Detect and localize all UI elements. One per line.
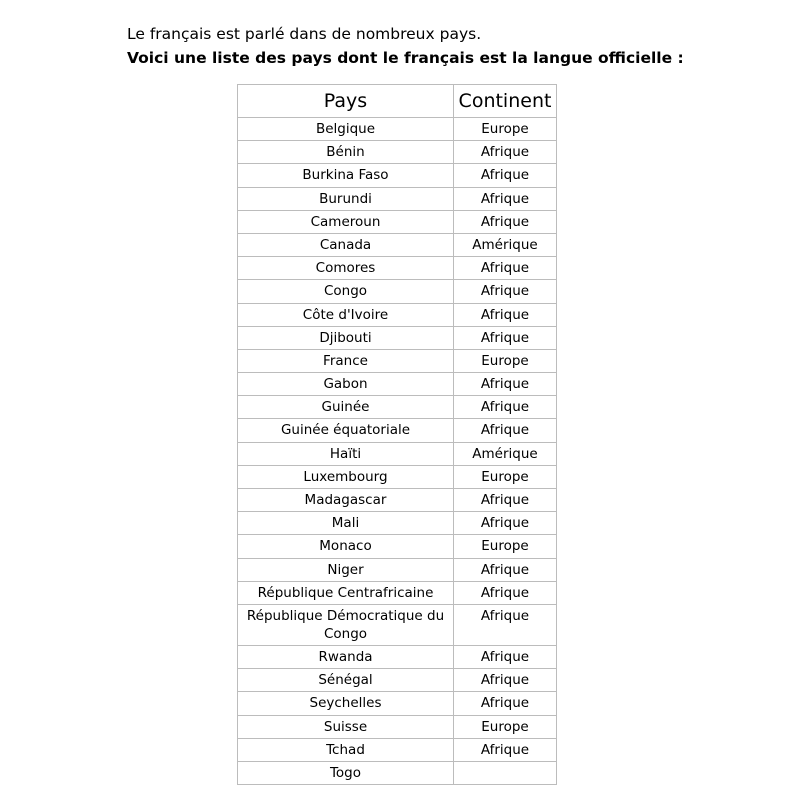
table-row [238,373,557,396]
cell-pays: Rwanda [238,645,454,668]
cell-continent: Afrique [454,326,557,349]
intro-line-2: Voici une liste des pays dont le français est la langue officielle : [127,49,684,67]
cell-pays: Monaco [238,535,454,558]
cell-pays: Sénégal [238,669,454,692]
cell-continent: Europe [454,715,557,738]
cell-pays: Canada [238,233,454,256]
intro-text [127,22,787,70]
table-row [238,738,557,761]
cell-pays: Cameroun [238,210,454,233]
table-row [238,645,557,668]
table-row [238,465,557,488]
table-row [238,558,557,581]
table-row [238,442,557,465]
cell-continent: Afrique [454,669,557,692]
table-row [238,715,557,738]
cell-pays: Bénin [238,141,454,164]
cell-pays: Togo [238,761,454,784]
cell-continent [454,761,557,784]
cell-pays: Luxembourg [238,465,454,488]
table-row [238,489,557,512]
table-row [238,210,557,233]
table-row [238,280,557,303]
cell-pays: Belgique [238,118,454,141]
cell-pays: République Centrafricaine [238,581,454,604]
cell-continent: Afrique [454,164,557,187]
cell-continent: Europe [454,118,557,141]
table-row [238,257,557,280]
cell-continent: Afrique [454,303,557,326]
header-continent: Continent [454,85,557,118]
table-row [238,164,557,187]
cell-continent: Amérique [454,233,557,256]
cell-pays: Côte d'Ivoire [238,303,454,326]
cell-continent: Europe [454,349,557,372]
table-row [238,118,557,141]
countries-table [237,84,557,785]
cell-continent: Afrique [454,187,557,210]
table-row [238,141,557,164]
cell-pays: Gabon [238,373,454,396]
cell-continent: Amérique [454,442,557,465]
cell-continent: Afrique [454,604,557,645]
cell-pays: Guinée équatoriale [238,419,454,442]
cell-pays: Guinée [238,396,454,419]
table-row [238,303,557,326]
cell-continent: Afrique [454,373,557,396]
table-body [238,118,557,785]
cell-pays: Burkina Faso [238,164,454,187]
cell-pays: Suisse [238,715,454,738]
cell-pays: Comores [238,257,454,280]
cell-pays: Congo [238,280,454,303]
cell-continent: Afrique [454,257,557,280]
table-row [238,396,557,419]
cell-pays: Mali [238,512,454,535]
cell-pays: Niger [238,558,454,581]
table-header-row [238,85,557,118]
table-row [238,535,557,558]
cell-continent: Afrique [454,489,557,512]
table-row [238,692,557,715]
cell-pays: Madagascar [238,489,454,512]
cell-continent: Afrique [454,692,557,715]
table-row [238,187,557,210]
table-row [238,669,557,692]
cell-pays: France [238,349,454,372]
table-row [238,349,557,372]
table-row [238,604,557,645]
cell-continent: Europe [454,465,557,488]
cell-pays: Haïti [238,442,454,465]
cell-continent: Afrique [454,141,557,164]
cell-continent: Afrique [454,581,557,604]
table-row [238,233,557,256]
table-row [238,581,557,604]
table-row [238,512,557,535]
cell-pays: Burundi [238,187,454,210]
cell-continent: Afrique [454,280,557,303]
cell-continent: Afrique [454,558,557,581]
cell-continent: Afrique [454,645,557,668]
cell-continent: Afrique [454,512,557,535]
cell-continent: Afrique [454,210,557,233]
cell-pays: Tchad [238,738,454,761]
table-row [238,419,557,442]
cell-continent: Europe [454,535,557,558]
cell-continent: Afrique [454,396,557,419]
table-row [238,761,557,784]
cell-pays: République Démocratique du Congo [238,604,454,645]
cell-pays: Djibouti [238,326,454,349]
intro-line-1: Le français est parlé dans de nombreux pays. [127,25,482,43]
cell-continent: Afrique [454,419,557,442]
cell-continent: Afrique [454,738,557,761]
table-row [238,326,557,349]
cell-pays: Seychelles [238,692,454,715]
header-pays: Pays [238,85,454,118]
